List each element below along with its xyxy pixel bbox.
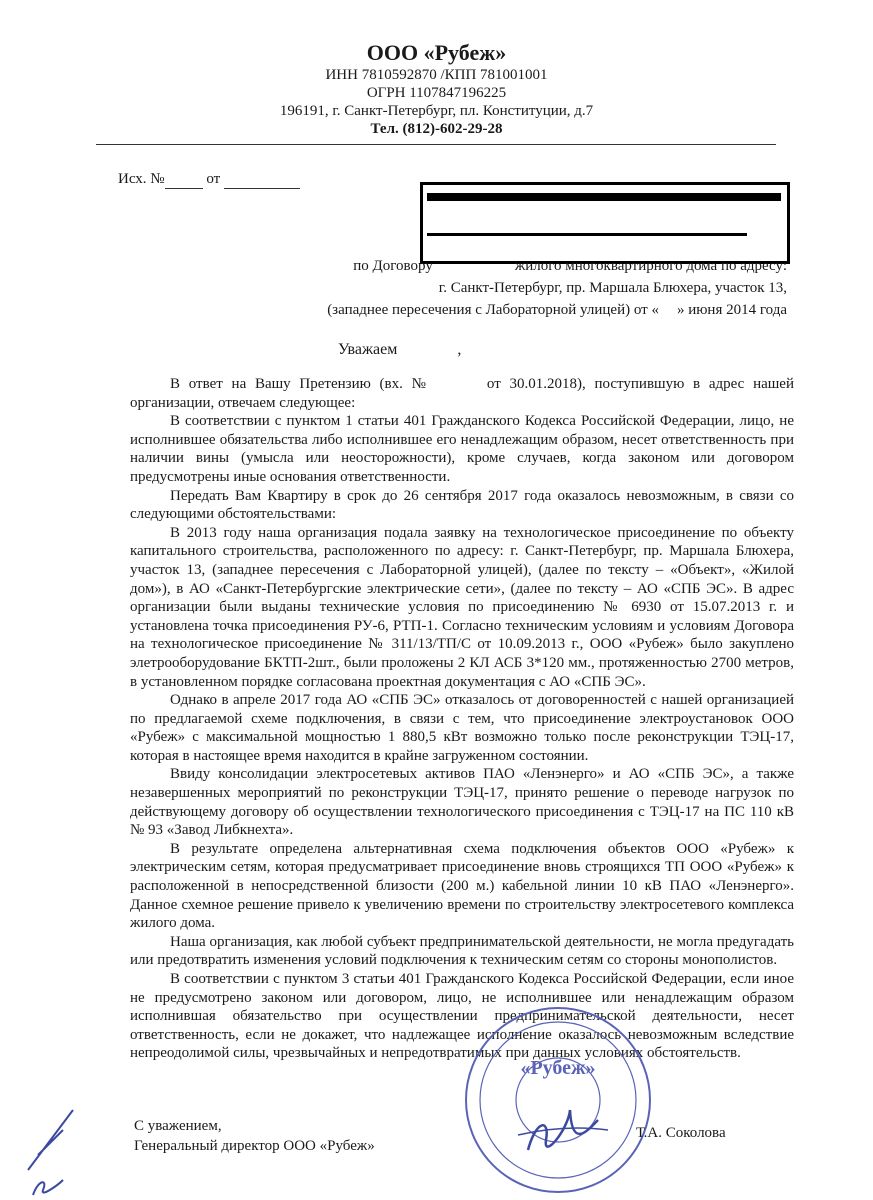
initials-signature-icon: [18, 1100, 88, 1200]
paragraph-7: В результате определена альтернативная схема подключения объектов ООО «Рубеж» к электрическим сетям, которая предусматривает присоединение вновь строящихся ТП ООО «Рубеж» к расположенной в непосредственной близости (200 м.) кабельной линии 10 кВ ПАО «Ленэнерго». Данное схемное решение привело к увеличению времени по строительству электросетевого комплекса жилого дома.: [130, 840, 794, 932]
paragraph-8: Наша организация, как любой субъект предпринимательской деятельности, не могла предугадать или предотвратить изменения условий подключения к техническим сетям со стороны монополистов.: [130, 933, 794, 969]
closing-block: [134, 1116, 375, 1156]
signer-name: Т.А. Соколова: [636, 1125, 726, 1141]
company-phone: Тел. (812)-602-29-28: [370, 121, 503, 137]
outgoing-from: от: [206, 171, 221, 187]
paragraph-3: Передать Вам Квартиру в срок до 26 сентября 2017 года оказалось невозможным, в связи со следующими обстоятельствами:: [130, 487, 794, 523]
outgoing-date-blank: [224, 171, 300, 189]
outgoing-prefix: Исх. №: [118, 171, 165, 187]
outgoing-number-blank: [165, 171, 203, 189]
paragraph-4: В 2013 году наша организация подала заявку на технологическое присоединение по объекту капитального строительства, расположенного по адресу: г. Санкт-Петербург, пр. Маршала Блюхера, участок 13, (западнее пересечения с Лабораторной улицей), (далее по тексту – «Объект», «Жилой дом»), в АО «Санкт-Петербургские электрические сети», (далее по тексту – АО «СПБ ЭС». В адрес организации были выданы технические условия по присоединению № 6930 от 15.07.2013 г. и установлена точка присоединения РУ-6, РТП-1. Согласно техническим условиям и условиям Договора на технологическое присоединение № 311/13/ТП/С от 10.09.2013 г., ООО «Рубеж» было закуплено элетрооборудование БКТП-2шт., были проложены 2 КЛ АСБ 3*120 мм., протяженностью 2700 метров, в установленном порядке согласована проектная документация с АО «СПБ ЭС».: [130, 524, 794, 690]
company-address: 196191, г. Санкт-Петербург, пл. Конституции, д.7: [279, 103, 594, 119]
ogrn: ОГРН 1107847196225: [366, 85, 507, 101]
redacted-addressee: [420, 182, 790, 264]
letterhead: [0, 40, 873, 138]
closing-regards: С уважением,: [134, 1118, 222, 1134]
paragraph-2: В соответствии с пунктом 1 статьи 401 Гражданского Кодекса Российской Федерации, лицо, не исполнившее обязательства либо исполнившее его ненадлежащим образом, несет ответственность при наличии вины (умысла или неосторожности), кроме случаев, когда законом или договором предусмотрены иные основания ответственности.: [130, 413, 794, 485]
paragraph-9: В соответствии с пунктом 3 статьи 401 Гражданского Кодекса Российской Федерации, если иное не предусмотрено законом или договором, лицо, не исполнившее или ненадлежащим образом исполнившая обязательство при осуществлении предпринимательской деятельности, несет ответственность, если не докажет, что надлежащее исполнение оказалось невозможным вследствие непреодолимой силы, чрезвычайных и непредотвратимых при данных условиях обстоятельств.: [130, 971, 794, 1062]
company-stamp-icon: [458, 1000, 658, 1200]
subject-line3a: (западнее пересечения с Лабораторной улицей) от «: [327, 302, 659, 318]
greeting: Уважаем ,: [338, 341, 462, 358]
subject-line3b: » июня 2014 года: [676, 302, 787, 318]
subject-line2: г. Санкт-Петербург, пр. Маршала Блюхера, участок 13,: [438, 280, 787, 296]
paragraph-5: Однако в апреле 2017 года АО «СПБ ЭС» отказалось от договоренностей с нашей организацией по предлагаемой схеме подключения, в связи с тем, что присоединение электроустановок ООО «Рубеж» с максимальной мощностью 1 880,5 кВт возможно только после реконструкции ТЭЦ-17, которая в настоящее время находится в крайне загруженном состоянии.: [130, 692, 794, 764]
letter-body: [130, 375, 794, 1063]
paragraph-6: Ввиду консолидации электросетевых активов ПАО «Ленэнерго» и АО «СПБ ЭС», а также незавершенных мероприятий по реконструкции ТЭЦ-17, принято решение о переводе нагрузок по действующему договору об осуществлении технологического присоединения с ТЭЦ-17 на ПС 110 кВ № 93 «Завод Либкнехта».: [130, 766, 794, 839]
signer-position: Генеральный директор ООО «Рубеж»: [134, 1138, 375, 1154]
header-divider: [96, 144, 776, 145]
stamp-text: «Рубеж»: [520, 1057, 596, 1079]
inn-kpp: ИНН 7810592870 /КПП 781001001: [325, 67, 548, 83]
paragraph-1: В ответ на Вашу Претензию (вх. № от 30.01.2018), поступившую в адрес нашей организации, отвечаем следующее:: [130, 376, 794, 411]
outgoing-number: [118, 171, 300, 189]
subject-line1: по Договору: [353, 258, 433, 274]
company-name: ООО «Рубеж»: [366, 40, 507, 65]
subject-line1b: жилого многоквартирного дома по адресу:: [514, 258, 787, 274]
letter-subject: [317, 255, 787, 321]
